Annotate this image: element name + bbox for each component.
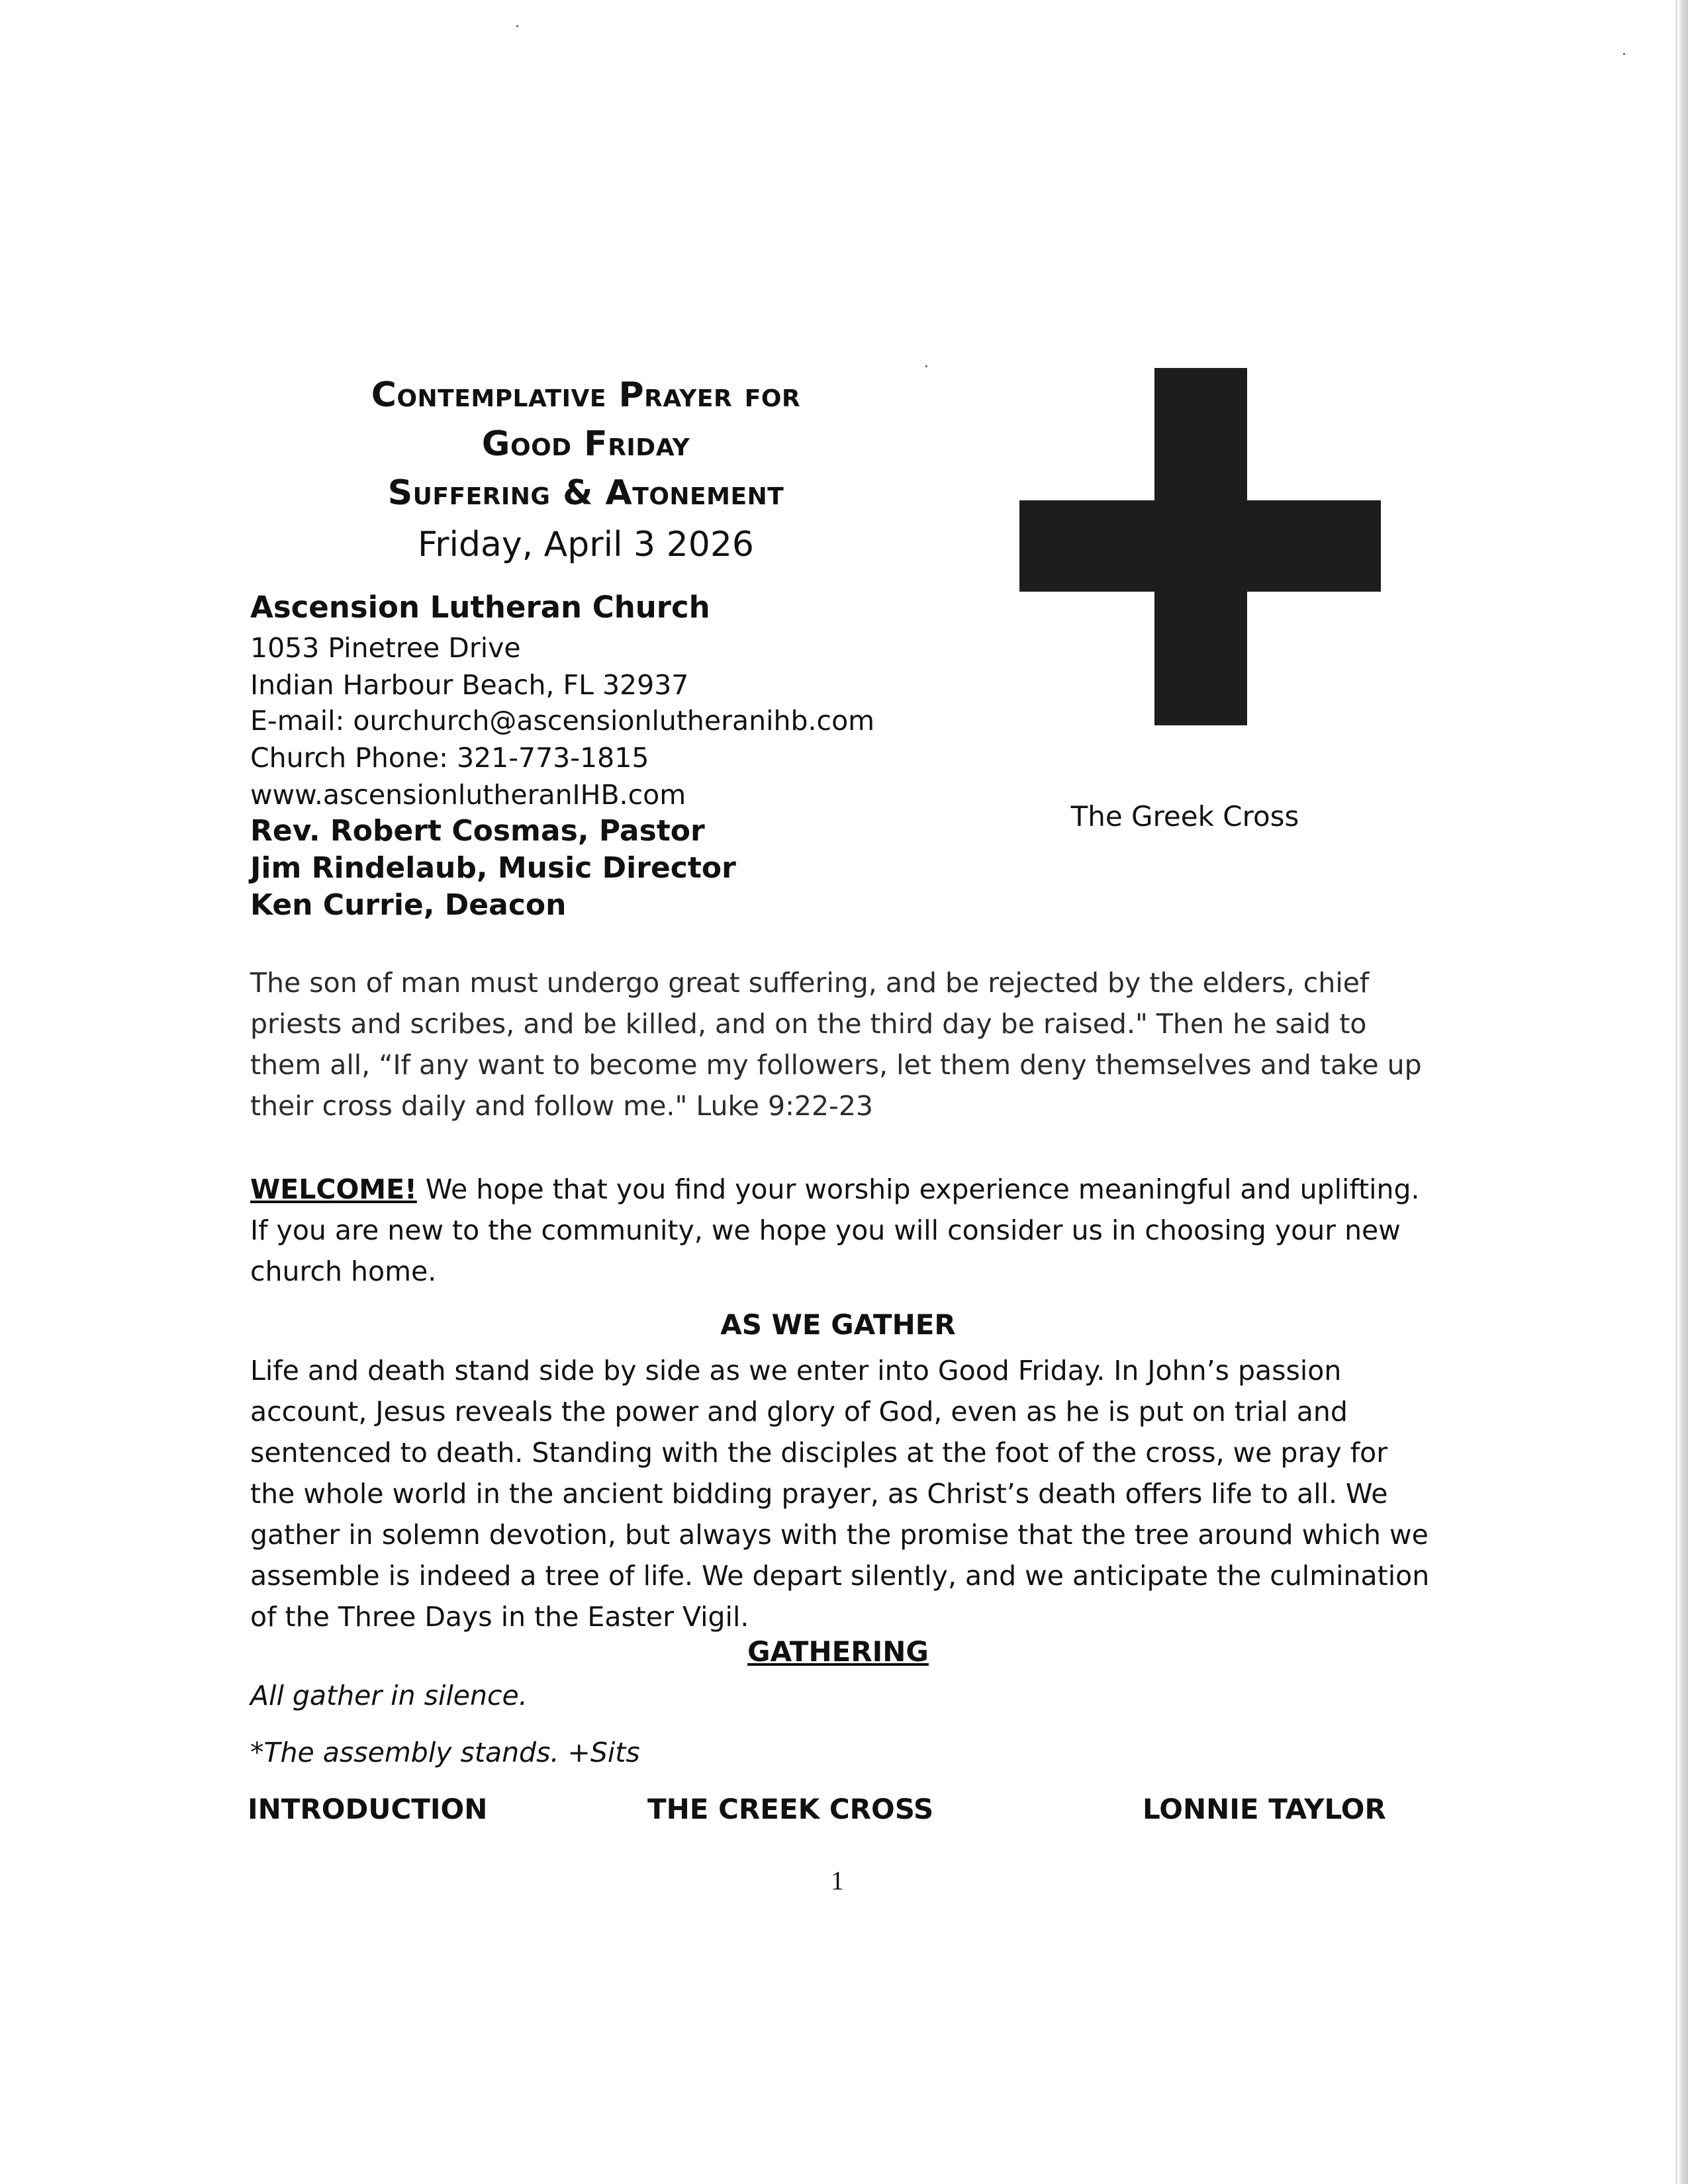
welcome-paragraph xyxy=(250,1169,1435,1292)
title-line-3: Suffering & Atonement xyxy=(387,473,784,513)
scan-edge xyxy=(1679,0,1688,2184)
title-line-2: Good Friday xyxy=(481,424,690,464)
scan-speck xyxy=(1623,53,1625,55)
title-line-1: Contemplative Prayer for xyxy=(371,375,801,415)
cross-caption: The Greek Cross xyxy=(1070,800,1299,833)
service-date: Friday, April 3 2026 xyxy=(418,525,754,565)
church-phone: Church Phone: 321-773-1815 xyxy=(250,742,649,774)
welcome-label: WELCOME! xyxy=(250,1173,417,1205)
bulletin-title-block xyxy=(252,371,920,570)
gathering-heading: GATHERING xyxy=(747,1635,929,1668)
introduction-title: THE CREEK CROSS xyxy=(647,1793,934,1825)
church-address-street: 1053 Pinetree Drive xyxy=(250,632,521,664)
staff-deacon: Ken Currie, Deacon xyxy=(250,888,567,922)
staff-pastor: Rev. Robert Cosmas, Pastor xyxy=(250,814,705,848)
welcome-text: We hope that you find your worship experience meaningful and uplifting. If you are new to the community, we hope you will consider us in choosing your new church home. xyxy=(250,1173,1420,1287)
page-number: 1 xyxy=(831,1866,844,1895)
introduction-label: INTRODUCTION xyxy=(248,1793,488,1825)
greek-cross-icon xyxy=(1019,368,1381,725)
staff-music-director: Jim Rindelaub, Music Director xyxy=(250,851,736,885)
scan-speck xyxy=(925,365,927,367)
church-website: www.ascensionlutheranIHB.com xyxy=(250,779,686,811)
church-address-city: Indian Harbour Beach, FL 32937 xyxy=(250,669,689,701)
church-info xyxy=(250,586,1005,924)
rubric-gather-silence: All gather in silence. xyxy=(250,1680,528,1711)
scripture-quote: The son of man must undergo great suffering, and be rejected by the elders, chief priests and scribes, and be killed, and on the third day be raised." Then he said to them all, “If any want to become my followers, let them deny themselves and take up their cross daily and follow me." Luke 9:22-23 xyxy=(250,967,1422,1122)
rubric-assembly-posture: *The assembly stands. +Sits xyxy=(250,1737,640,1768)
as-we-gather-heading: AS WE GATHER xyxy=(720,1308,956,1341)
as-we-gather-text: Life and death stand side by side as we enter into Good Friday. In John’s passion account, Jesus reveals the power and glory of God, even as he is put on trial and sentenced to death. Standing with the disciples at the foot of the cross, we pray for the whole world in the ancient bidding prayer, as Christ’s death offers life to all. We gather in solemn devotion, but always with the promise that the tree around which we assemble is indeed a tree of life. We depart silently, and we anticipate the culmination of the Three Days in the Easter Vigil. xyxy=(250,1355,1430,1633)
church-name: Ascension Lutheran Church xyxy=(250,590,710,625)
introduction-author: LONNIE TAYLOR xyxy=(1143,1793,1386,1825)
cross-horizontal-bar xyxy=(1019,500,1381,592)
scan-speck xyxy=(516,25,518,27)
church-email: E-mail: ourchurch@ascensionlutheranihb.com xyxy=(250,705,875,737)
scan-edge-shadow xyxy=(1675,0,1677,2184)
